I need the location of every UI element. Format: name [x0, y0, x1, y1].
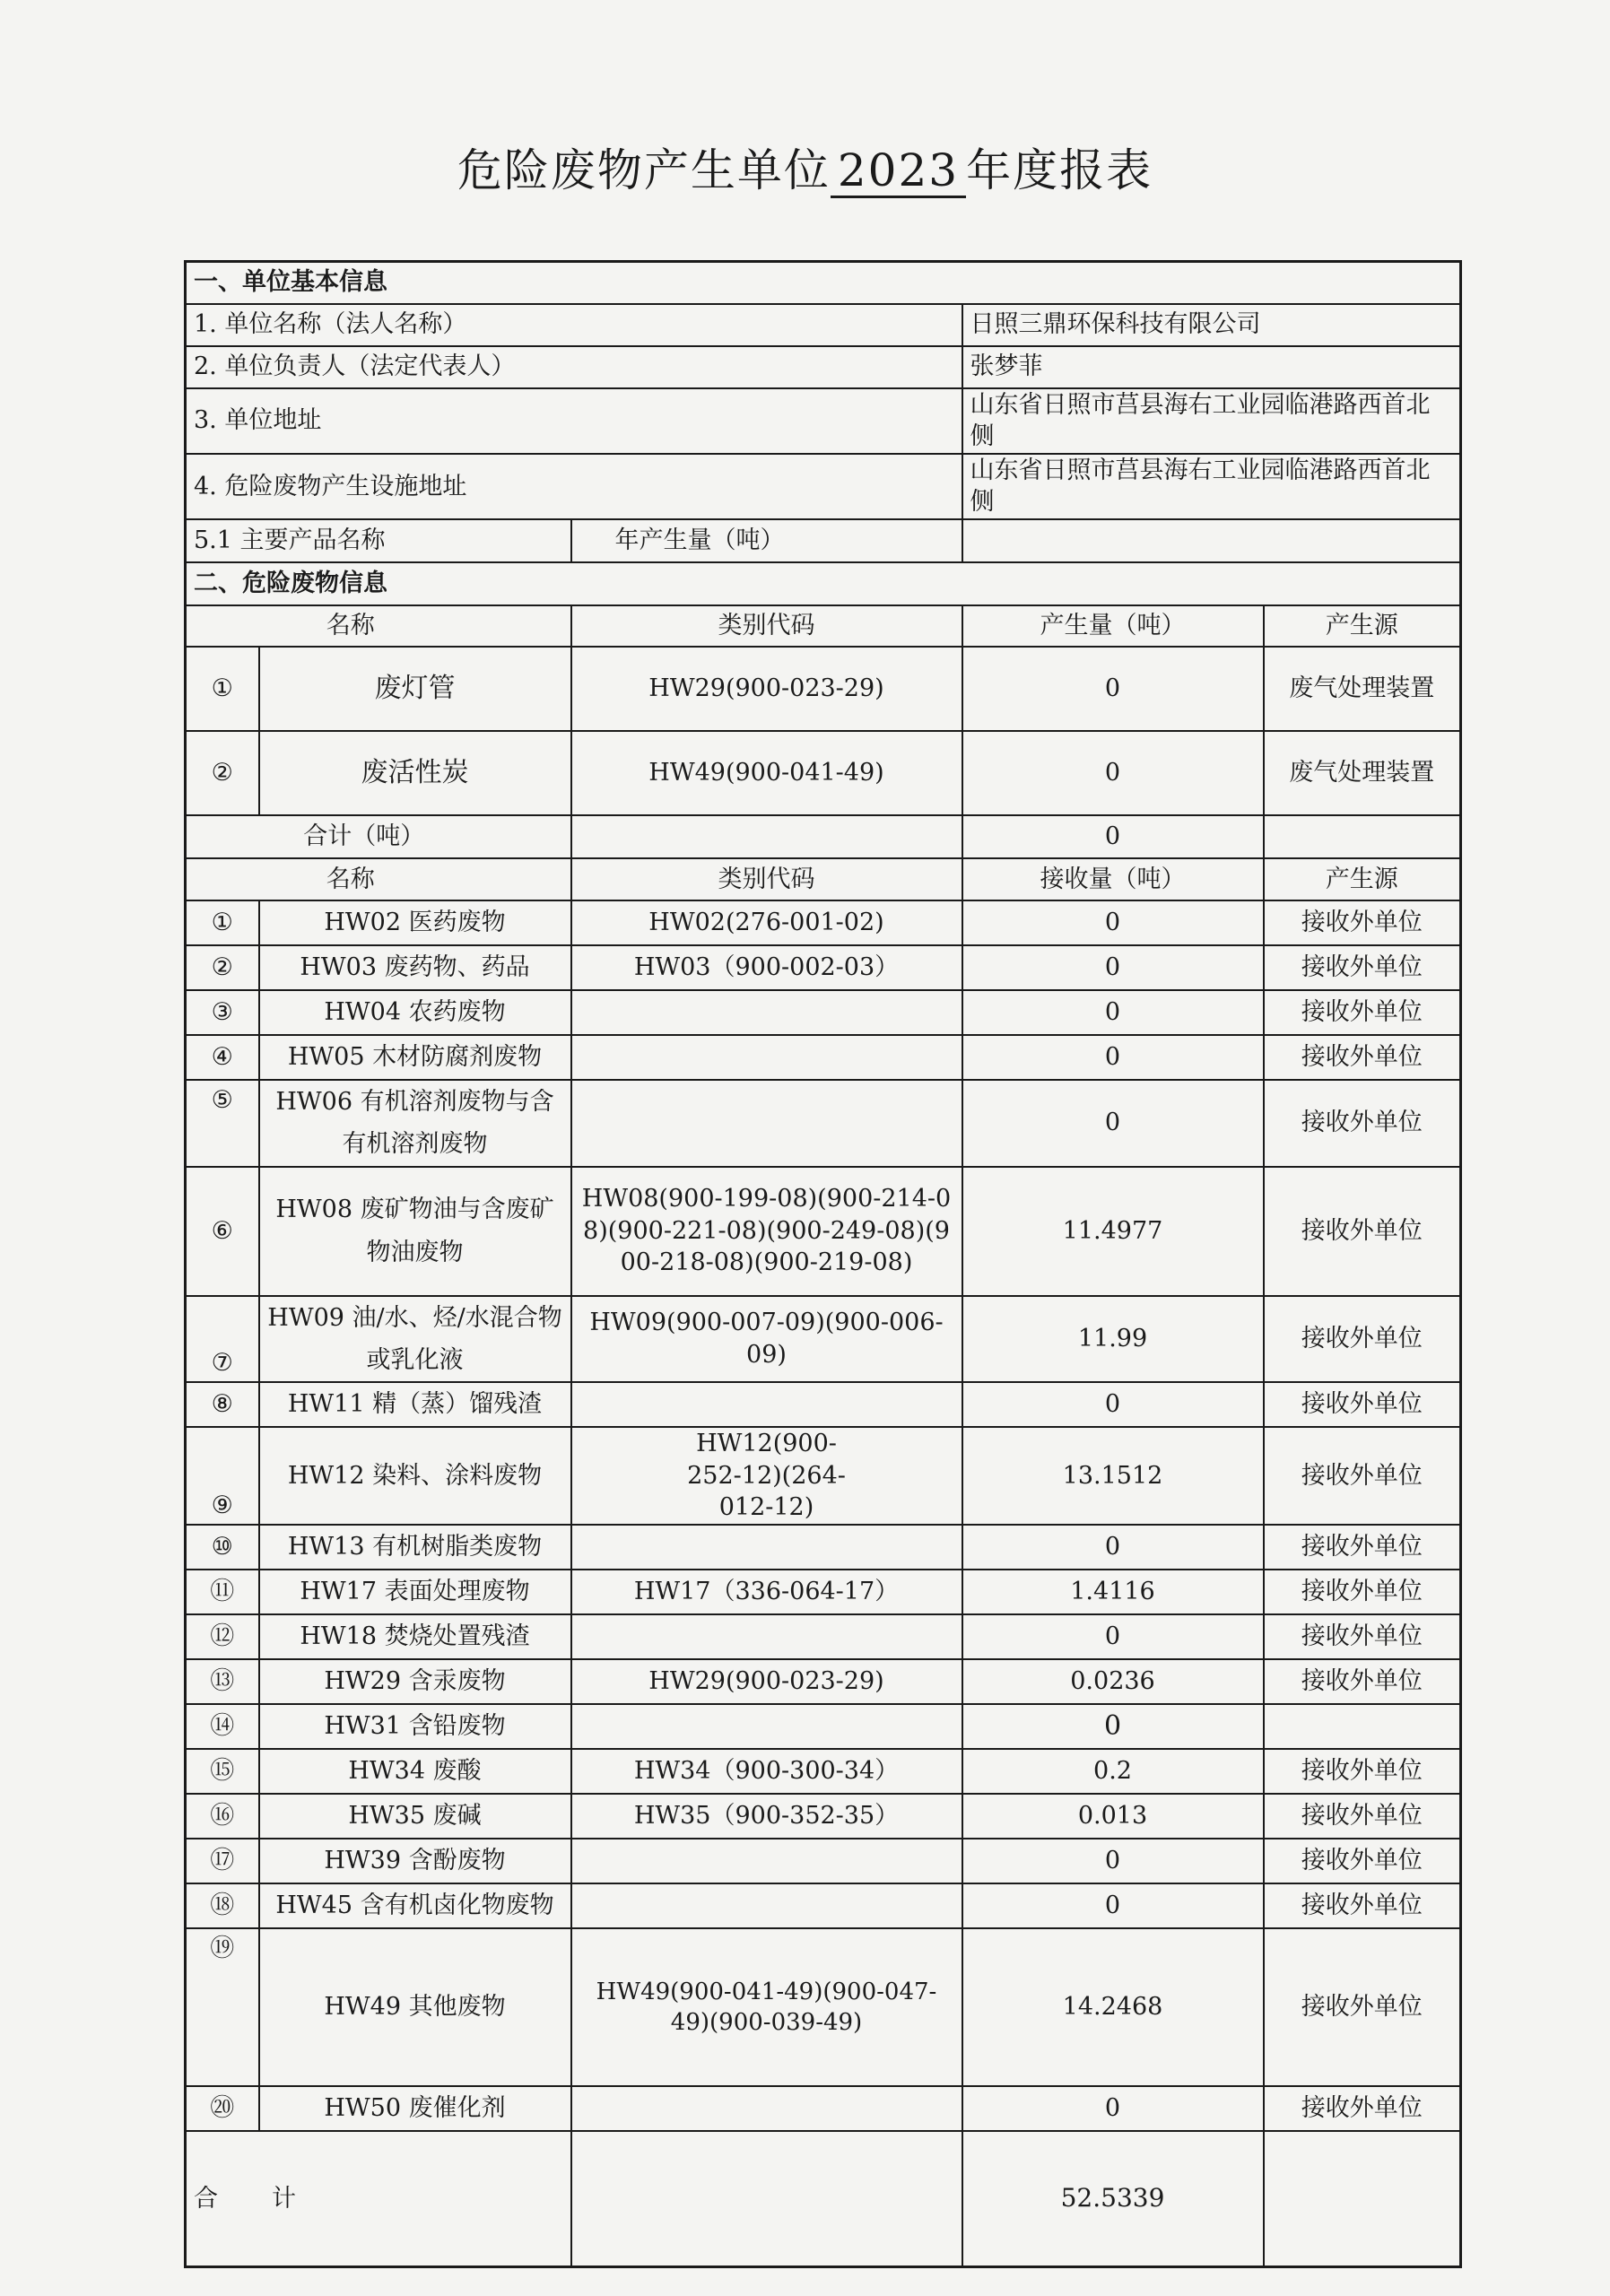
waste-code: HW35（900-352-35） — [571, 1794, 962, 1839]
row-index: ⑥ — [186, 1167, 259, 1296]
section1-heading: 一、单位基本信息 — [186, 262, 1461, 304]
generated-total-label: 合计（吨） — [186, 815, 571, 858]
row-index: ⑱ — [186, 1883, 259, 1928]
row-index: ④ — [186, 1035, 259, 1080]
table-row — [186, 1167, 1461, 1296]
waste-code: HW29(900-023-29) — [571, 647, 962, 731]
waste-name: HW35 废碱 — [259, 1794, 571, 1839]
received-header-row — [186, 858, 1461, 900]
table-row — [186, 1570, 1461, 1614]
legal-rep-label: 2. 单位负责人（法定代表人） — [186, 346, 962, 388]
waste-name: HW34 废酸 — [259, 1749, 571, 1794]
row-index: ① — [186, 900, 259, 945]
waste-quantity: 0 — [962, 2086, 1264, 2131]
waste-source: 接收外单位 — [1264, 1794, 1461, 1839]
waste-name: HW11 精（蒸）馏残渣 — [259, 1382, 571, 1427]
waste-source: 接收外单位 — [1264, 1035, 1461, 1080]
title-suffix: 年度报表 — [966, 144, 1153, 196]
table-row — [186, 1749, 1461, 1794]
waste-name: HW49 其他废物 — [259, 1928, 571, 2086]
waste-code — [571, 1525, 962, 1570]
legal-rep-value: 张梦菲 — [962, 346, 1461, 388]
waste-quantity: 0 — [962, 1614, 1264, 1659]
col-header-name: 名称 — [186, 605, 571, 647]
empty-cell — [571, 815, 962, 858]
row-index: ⑲ — [186, 1928, 259, 2086]
waste-name: HW29 含汞废物 — [259, 1659, 571, 1704]
row-index: ⑨ — [186, 1427, 259, 1525]
generated-total-row — [186, 815, 1461, 858]
unit-address-label: 3. 单位地址 — [186, 388, 962, 454]
waste-name: HW03 废药物、药品 — [259, 945, 571, 990]
title-prefix: 危险废物产生单位 — [457, 144, 831, 196]
report-title — [0, 135, 1610, 199]
waste-quantity: 0 — [962, 1525, 1264, 1570]
waste-source: 接收外单位 — [1264, 1839, 1461, 1883]
waste-quantity: 13.1512 — [962, 1427, 1264, 1525]
waste-quantity: 11.99 — [962, 1296, 1264, 1383]
waste-name: HW13 有机树脂类废物 — [259, 1525, 571, 1570]
facility-address-value: 山东省日照市莒县海右工业园临港路西首北侧 — [962, 454, 1461, 519]
waste-name: HW04 农药废物 — [259, 990, 571, 1035]
waste-code: HW08(900-199-08)(900-214-08)(900-221-08)(900-249-08)(900-218-08)(900-219-08) — [571, 1167, 962, 1296]
waste-name: HW06 有机溶剂废物与含有机溶剂废物 — [259, 1080, 571, 1167]
row-index: ⑰ — [186, 1839, 259, 1883]
annual-output-value — [962, 519, 1461, 562]
waste-name: HW18 焚烧处置残渣 — [259, 1614, 571, 1659]
table-row — [186, 2086, 1461, 2131]
col-header-source: 产生源 — [1264, 605, 1461, 647]
empty-cell — [1264, 815, 1461, 858]
waste-name: HW12 染料、涂料废物 — [259, 1427, 571, 1525]
generated-header-row — [186, 605, 1461, 647]
waste-source: 接收外单位 — [1264, 1296, 1461, 1383]
waste-code: HW12(900-252-12)(264-012-12) — [571, 1427, 962, 1525]
unit-name-label: 1. 单位名称（法人名称） — [186, 304, 962, 346]
waste-name: HW39 含酚废物 — [259, 1839, 571, 1883]
table-row — [186, 1883, 1461, 1928]
waste-code: HW09(900-007-09)(900-006-09) — [571, 1296, 962, 1383]
waste-code — [571, 1839, 962, 1883]
waste-source: 接收外单位 — [1264, 1883, 1461, 1928]
received-total-row — [186, 2131, 1461, 2267]
report-year: 2023 — [831, 146, 966, 198]
waste-source: 废气处理装置 — [1264, 647, 1461, 731]
waste-quantity: 0 — [962, 900, 1264, 945]
product-row — [186, 519, 1461, 562]
waste-code — [571, 990, 962, 1035]
waste-name: HW02 医药废物 — [259, 900, 571, 945]
waste-quantity: 11.4977 — [962, 1167, 1264, 1296]
table-row — [186, 900, 1461, 945]
col-header-code: 类别代码 — [571, 605, 962, 647]
table-row — [186, 1525, 1461, 1570]
row-index: ⑩ — [186, 1525, 259, 1570]
waste-code: HW02(276-001-02) — [571, 900, 962, 945]
waste-name: HW05 木材防腐剂废物 — [259, 1035, 571, 1080]
waste-code: HW17（336-064-17） — [571, 1570, 962, 1614]
waste-name: HW50 废催化剂 — [259, 2086, 571, 2131]
waste-code — [571, 2086, 962, 2131]
waste-quantity: 0.013 — [962, 1794, 1264, 1839]
table-row — [186, 1427, 1461, 1525]
waste-source: 接收外单位 — [1264, 945, 1461, 990]
waste-name: HW17 表面处理废物 — [259, 1570, 571, 1614]
generated-total-value: 0 — [962, 815, 1264, 858]
waste-quantity: 0 — [962, 1035, 1264, 1080]
row-index: ⑪ — [186, 1570, 259, 1614]
waste-code — [571, 1382, 962, 1427]
empty-cell — [1264, 2131, 1461, 2267]
waste-quantity: 0 — [962, 990, 1264, 1035]
waste-quantity: 0 — [962, 1839, 1264, 1883]
waste-quantity: 0 — [962, 1883, 1264, 1928]
row-index: ⑧ — [186, 1382, 259, 1427]
waste-code — [571, 1883, 962, 1928]
row-index: ⑯ — [186, 1794, 259, 1839]
row-index: ⑭ — [186, 1704, 259, 1749]
table-row — [186, 945, 1461, 990]
row-index: ① — [186, 647, 259, 731]
waste-source: 接收外单位 — [1264, 1080, 1461, 1167]
row-index: ② — [186, 945, 259, 990]
waste-code: HW34（900-300-34） — [571, 1749, 962, 1794]
table-row — [186, 1704, 1461, 1749]
col-header-quantity: 接收量（吨） — [962, 858, 1264, 900]
col-header-source: 产生源 — [1264, 858, 1461, 900]
waste-code — [571, 1704, 962, 1749]
waste-code — [571, 1614, 962, 1659]
col-header-quantity: 产生量（吨） — [962, 605, 1264, 647]
waste-code — [571, 1080, 962, 1167]
table-row — [186, 1296, 1461, 1383]
waste-name: HW08 废矿物油与含废矿物油废物 — [259, 1167, 571, 1296]
table-row — [186, 1839, 1461, 1883]
waste-source: 接收外单位 — [1264, 2086, 1461, 2131]
waste-code: HW03（900-002-03） — [571, 945, 962, 990]
waste-quantity: 0 — [962, 1080, 1264, 1167]
info-row — [186, 304, 1461, 346]
waste-name: HW09 油/水、烃/水混合物或乳化液 — [259, 1296, 571, 1383]
waste-name: 废活性炭 — [259, 731, 571, 815]
waste-source: 废气处理装置 — [1264, 731, 1461, 815]
received-total-label: 合计 — [186, 2131, 571, 2267]
unit-name-value: 日照三鼎环保科技有限公司 — [962, 304, 1461, 346]
info-row — [186, 388, 1461, 454]
waste-name: HW31 含铅废物 — [259, 1704, 571, 1749]
row-index: ⑤ — [186, 1080, 259, 1167]
waste-quantity: 0 — [962, 647, 1264, 731]
table-row — [186, 647, 1461, 731]
section2-heading-row — [186, 562, 1461, 605]
waste-name: 废灯管 — [259, 647, 571, 731]
waste-quantity: 14.2468 — [962, 1928, 1264, 2086]
table-row — [186, 1080, 1461, 1167]
waste-source: 接收外单位 — [1264, 1167, 1461, 1296]
hazardous-waste-annual-report-table — [184, 260, 1462, 2268]
main-product-label: 5.1 主要产品名称 — [186, 519, 571, 562]
waste-quantity: 0.0236 — [962, 1659, 1264, 1704]
row-index: ② — [186, 731, 259, 815]
waste-quantity: 0 — [962, 945, 1264, 990]
section2-heading: 二、危险废物信息 — [186, 562, 1461, 605]
annual-output-label: 年产生量（吨） — [571, 519, 962, 562]
received-total-value: 52.5339 — [962, 2131, 1264, 2267]
waste-source: 接收外单位 — [1264, 1614, 1461, 1659]
waste-quantity: 0.2 — [962, 1749, 1264, 1794]
table-row — [186, 1794, 1461, 1839]
empty-cell — [571, 2131, 962, 2267]
waste-code: HW49(900-041-49) — [571, 731, 962, 815]
row-index: ⑬ — [186, 1659, 259, 1704]
waste-quantity: 1.4116 — [962, 1570, 1264, 1614]
section1-heading-row — [186, 262, 1461, 304]
waste-source — [1264, 1704, 1461, 1749]
col-header-name: 名称 — [186, 858, 571, 900]
waste-source: 接收外单位 — [1264, 1570, 1461, 1614]
info-row — [186, 454, 1461, 519]
table-row — [186, 731, 1461, 815]
row-index: ⑳ — [186, 2086, 259, 2131]
table-row — [186, 1614, 1461, 1659]
waste-quantity: 0 — [962, 1382, 1264, 1427]
table-row — [186, 1382, 1461, 1427]
row-index: ⑫ — [186, 1614, 259, 1659]
waste-source: 接收外单位 — [1264, 1427, 1461, 1525]
col-header-code: 类别代码 — [571, 858, 962, 900]
table-row — [186, 1659, 1461, 1704]
waste-source: 接收外单位 — [1264, 990, 1461, 1035]
row-index: ③ — [186, 990, 259, 1035]
waste-source: 接收外单位 — [1264, 900, 1461, 945]
waste-quantity: 0 — [962, 1704, 1264, 1749]
waste-source: 接收外单位 — [1264, 1525, 1461, 1570]
facility-address-label: 4. 危险废物产生设施地址 — [186, 454, 962, 519]
info-row — [186, 346, 1461, 388]
waste-source: 接收外单位 — [1264, 1659, 1461, 1704]
waste-code: HW49(900-041-49)(900-047-49)(900-039-49) — [571, 1928, 962, 2086]
waste-quantity: 0 — [962, 731, 1264, 815]
waste-code — [571, 1035, 962, 1080]
table-row — [186, 1928, 1461, 2086]
row-index: ⑦ — [186, 1296, 259, 1383]
table-row — [186, 990, 1461, 1035]
unit-address-value: 山东省日照市莒县海右工业园临港路西首北侧 — [962, 388, 1461, 454]
waste-source: 接收外单位 — [1264, 1928, 1461, 2086]
waste-name: HW45 含有机卤化物废物 — [259, 1883, 571, 1928]
waste-source: 接收外单位 — [1264, 1749, 1461, 1794]
waste-source: 接收外单位 — [1264, 1382, 1461, 1427]
table-row — [186, 1035, 1461, 1080]
row-index: ⑮ — [186, 1749, 259, 1794]
waste-code: HW29(900-023-29) — [571, 1659, 962, 1704]
